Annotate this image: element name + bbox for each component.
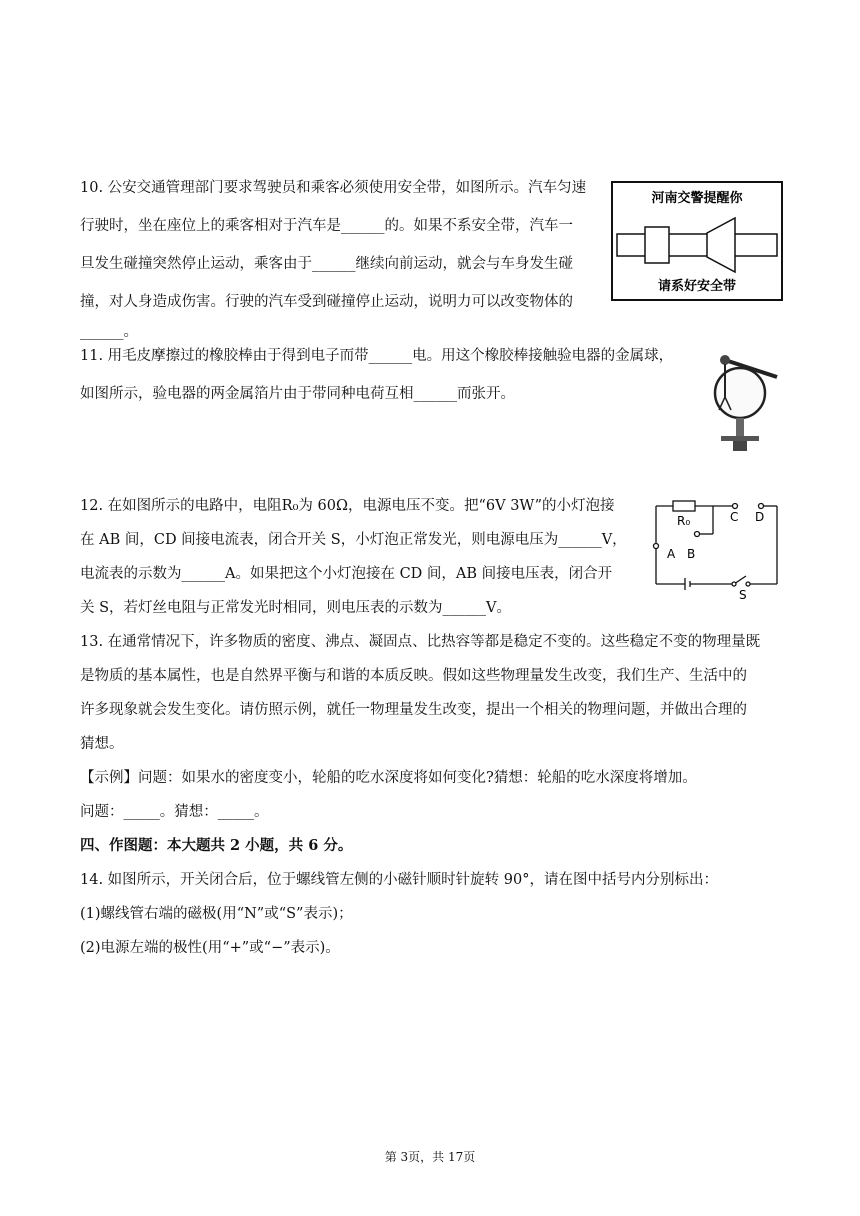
q12-line-1: 12. 在如图所示的电路中，电阻R₀为 60Ω，电源电压不变。把“6V 3W”的小灯泡接 bbox=[80, 498, 615, 514]
circuit-d-label: D bbox=[755, 510, 765, 524]
q13-line-1: 13. 在通常情况下，许多物质的密度、沸点、凝固点、比热容等都是稳定不变的。这些稳定不变的物理量既 bbox=[80, 634, 761, 650]
q14-line-1: 14. 如图所示，开关闭合后，位于螺线管左侧的小磁针顺时针旋转 90°，请在图中括号内分别标出： bbox=[80, 872, 718, 888]
q13-example: 【示例】问题：如果水的密度变小，轮船的吃水深度将如何变化?猜想：轮船的吃水深度将增加。 bbox=[80, 770, 697, 786]
q10-line-1: 10. 公安交通管理部门要求驾驶员和乘客必须使用安全带，如图所示。汽车匀速 bbox=[80, 180, 587, 196]
circuit-s-label: S bbox=[739, 588, 747, 602]
q14-line-3: (2)电源左端的极性(用“+”或“−”表示)。 bbox=[80, 940, 340, 956]
circuit-r0-label: R₀ bbox=[677, 514, 691, 528]
q14-line-2: (1)螺线管右端的磁极(用“N”或“S”表示)； bbox=[80, 906, 353, 922]
circuit-a-label: A bbox=[667, 547, 676, 561]
q13-answer-line: 问题：_____。猜想：_____。 bbox=[80, 804, 269, 820]
seatbelt-bottom-text: 请系好安全带 bbox=[657, 279, 737, 294]
q10-line-2: 行驶时，坐在座位上的乘客相对于汽车是______的。如果不系安全带，汽车一 bbox=[80, 218, 573, 234]
q13-line-2: 是物质的基本属性，也是自然界平衡与和谐的本质反映。假如这些物理量发生改变，我们生产、生活中的 bbox=[80, 668, 747, 684]
q12-line-4: 关 S，若灯丝电阻与正常发光时相同，则电压表的示数为______V。 bbox=[80, 600, 512, 616]
q12-line-3: 电流表的示数为______A。如果把这个小灯泡接在 CD 间，AB 间接电压表，闭合开 bbox=[80, 566, 613, 582]
q10-line-5: ______。 bbox=[80, 324, 138, 340]
q10-line-4: 撞，对人身造成伤害。行驶的汽车受到碰撞停止运动，说明力可以改变物体的 bbox=[80, 294, 573, 310]
seatbelt-figure bbox=[611, 181, 783, 301]
circuit-figure bbox=[651, 496, 781, 602]
seatbelt-top-text: 河南交警提醒你 bbox=[651, 191, 743, 206]
section4-heading: 四、作图题：本大题共 2 小题，共 6 分。 bbox=[80, 837, 353, 854]
circuit-c-label: C bbox=[730, 510, 739, 524]
circuit-b-label: B bbox=[687, 547, 696, 561]
q10-line-3: 旦发生碰撞突然停止运动，乘客由于______继续向前运动，就会与车身发生碰 bbox=[80, 256, 573, 272]
q11-line-1: 11. 用毛皮摩擦过的橡胶棒由于得到电子而带______电。用这个橡胶棒接触验电器的金属球， bbox=[80, 348, 674, 364]
page-footer: 第 3页，共 17页 bbox=[384, 1150, 476, 1164]
electroscope-figure bbox=[705, 350, 785, 460]
q13-line-3: 许多现象就会发生变化。请仿照示例，就任一物理量发生改变，提出一个相关的物理问题，并做出合理的 bbox=[80, 702, 747, 718]
q11-line-2: 如图所示，验电器的两金属箔片由于带同种电荷互相______而张开。 bbox=[80, 386, 515, 402]
q12-line-2: 在 AB 间，CD 间接电流表，闭合开关 S，小灯泡正常发光，则电源电压为______V， bbox=[80, 532, 627, 548]
q13-line-4: 猜想。 bbox=[80, 736, 124, 752]
